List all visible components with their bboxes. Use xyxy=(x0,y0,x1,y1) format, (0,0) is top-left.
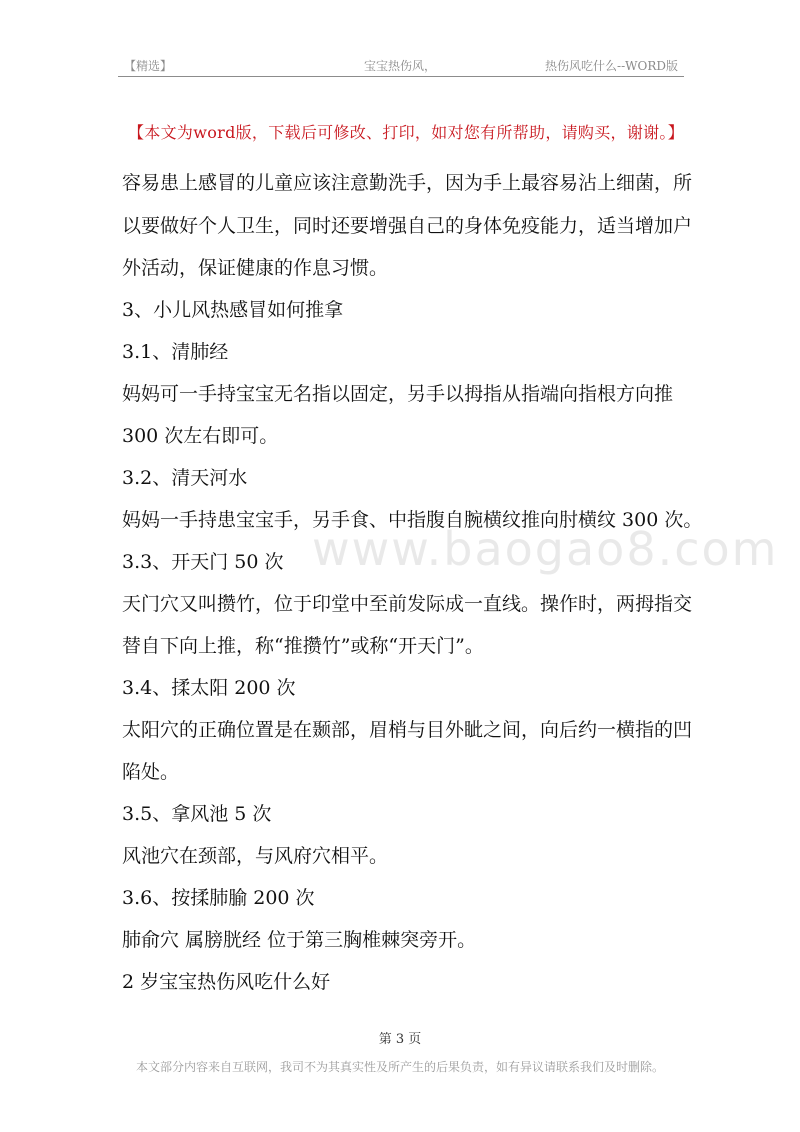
subsection-heading: 3.5、拿风池 5 次 xyxy=(122,803,272,825)
subsection-heading: 3.6、按揉肺腧 200 次 xyxy=(122,887,315,909)
subsection-heading: 3.4、揉太阳 200 次 xyxy=(122,677,296,699)
body-paragraph-line: 替自下向上推，称“推攒竹”或称“开天门”。 xyxy=(122,635,484,657)
watermark-text: www.baogao8.com xyxy=(312,522,779,576)
body-paragraph-line: 以要做好个人卫生，同时还要增强自己的身体免疫能力，适当增加户 xyxy=(122,215,693,237)
section-heading: 2 岁宝宝热伤风吃什么好 xyxy=(122,971,331,993)
body-paragraph-line: 妈妈一手持患宝宝手，另手食、中指腹自腕横纹推向肘横纹 300 次。 xyxy=(122,509,703,531)
body-paragraph-line: 肺俞穴 属膀胱经 位于第三胸椎棘突旁开。 xyxy=(122,929,477,951)
subsection-heading: 3.1、清肺经 xyxy=(122,341,229,363)
body-paragraph-line: 太阳穴的正确位置是在颞部，眉梢与目外眦之间，向后约一横指的凹 xyxy=(122,719,693,741)
download-notice: 【本文为word版，下载后可修改、打印，如对您有所帮助，请购买，谢谢。】 xyxy=(128,123,685,142)
body-paragraph-line: 风池穴在颈部，与风府穴相平。 xyxy=(122,845,389,867)
subsection-heading: 3.3、开天门 50 次 xyxy=(122,551,284,573)
body-paragraph-line: 天门穴又叫攒竹，位于印堂中至前发际成一直线。操作时，两拇指交 xyxy=(122,593,693,615)
body-paragraph-line: 陷处。 xyxy=(122,761,180,783)
body-paragraph-line: 妈妈可一手持宝宝无名指以固定，另手以拇指从指端向指根方向推 xyxy=(122,383,674,405)
body-paragraph-line: 外活动，保证健康的作息习惯。 xyxy=(122,257,389,279)
page-number: 第 3 页 xyxy=(378,1032,422,1047)
section-heading: 3、小儿风热感冒如何推拿 xyxy=(122,299,344,321)
subsection-heading: 3.2、清天河水 xyxy=(122,467,248,489)
footer-disclaimer: 本文部分内容来自互联网，我司不为其真实性及所产生的后果负责，如有异议请联系我们及时删除。 xyxy=(135,1060,664,1074)
body-paragraph-line: 容易患上感冒的儿童应该注意勤洗手，因为手上最容易沾上细菌，所 xyxy=(122,172,693,194)
page-header xyxy=(118,54,684,77)
header-right-title: 热伤风吃什么--WORD版 xyxy=(545,59,678,73)
header-left-label: 【精选】 xyxy=(124,59,173,73)
header-center-title: 宝宝热伤风， xyxy=(364,59,437,73)
body-paragraph-line: 300 次左右即可。 xyxy=(122,425,279,447)
